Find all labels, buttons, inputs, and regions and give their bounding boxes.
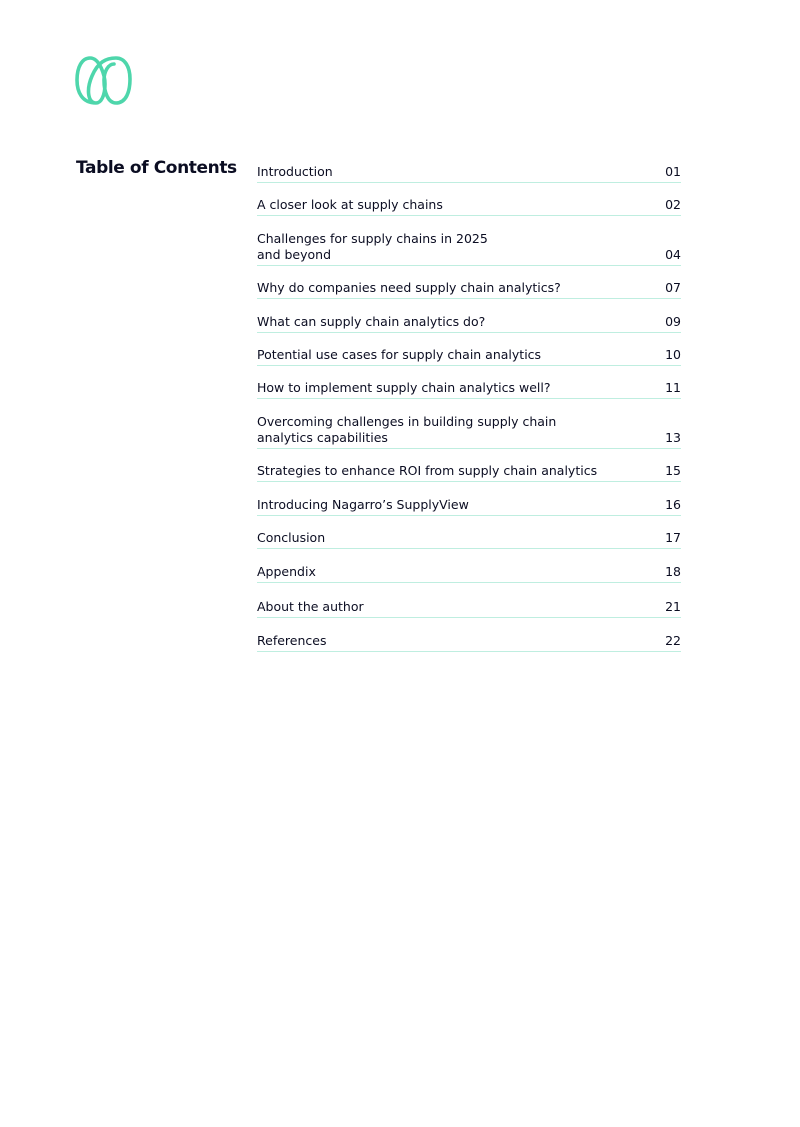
toc-entry-page: 17 xyxy=(665,530,681,545)
toc-entry-enhance-roi[interactable] xyxy=(257,463,681,482)
toc-entry-page: 04 xyxy=(665,247,681,262)
toc-entry-title: A closer look at supply chains xyxy=(257,197,443,212)
toc-entry-title: Introducing Nagarro’s SupplyView xyxy=(257,497,469,512)
toc-entry-what-analytics-do[interactable] xyxy=(257,314,681,333)
toc-entry-challenges[interactable] xyxy=(257,231,681,266)
toc-entry-page: 10 xyxy=(665,347,681,362)
toc-entry-overcoming-challenges[interactable] xyxy=(257,414,681,449)
company-logo-icon xyxy=(74,54,134,106)
toc-entry-page: 16 xyxy=(665,497,681,512)
toc-entry-why-analytics[interactable] xyxy=(257,280,681,299)
toc-heading: Table of Contents xyxy=(76,158,237,178)
toc-entry-page: 11 xyxy=(665,380,681,395)
toc-entry-title: Potential use cases for supply chain analytics xyxy=(257,347,542,362)
toc-entry-title: Appendix xyxy=(257,564,316,579)
toc-entry-title: What can supply chain analytics do? xyxy=(257,314,486,329)
toc-entry-title: Conclusion xyxy=(257,530,326,545)
toc-entry-page: 18 xyxy=(665,564,681,579)
toc-entry-references[interactable] xyxy=(257,633,681,652)
toc-entry-title: How to implement supply chain analytics well? xyxy=(257,380,551,395)
toc-entry-implement[interactable] xyxy=(257,380,681,399)
toc-entry-use-cases[interactable] xyxy=(257,347,681,366)
toc-entry-page: 21 xyxy=(665,599,681,614)
toc-entry-title: About the author xyxy=(257,599,364,614)
toc-entry-title: Overcoming challenges in building supply chain analytics capabilities xyxy=(257,414,557,445)
toc-entry-page: 09 xyxy=(665,314,681,329)
toc-entry-title: Introduction xyxy=(257,164,333,179)
toc-entry-page: 22 xyxy=(665,633,681,648)
toc-entry-page: 13 xyxy=(665,430,681,445)
toc-entry-page: 02 xyxy=(665,197,681,212)
toc-entry-page: 01 xyxy=(665,164,681,179)
toc-entry-title: Challenges for supply chains in 2025 and beyond xyxy=(257,231,488,262)
toc-entry-about-author[interactable] xyxy=(257,599,681,618)
toc-entry-title: Strategies to enhance ROI from supply chain analytics xyxy=(257,463,598,478)
toc-entry-introduction[interactable] xyxy=(257,164,681,183)
toc-entry-appendix[interactable] xyxy=(257,564,681,583)
toc-entry-closer-look[interactable] xyxy=(257,197,681,216)
toc-entry-supplyview[interactable] xyxy=(257,497,681,516)
toc-entry-conclusion[interactable] xyxy=(257,530,681,549)
toc-entry-title: Why do companies need supply chain analytics? xyxy=(257,280,561,295)
toc-entry-title: References xyxy=(257,633,327,648)
toc-entry-page: 07 xyxy=(665,280,681,295)
toc-entry-page: 15 xyxy=(665,463,681,478)
